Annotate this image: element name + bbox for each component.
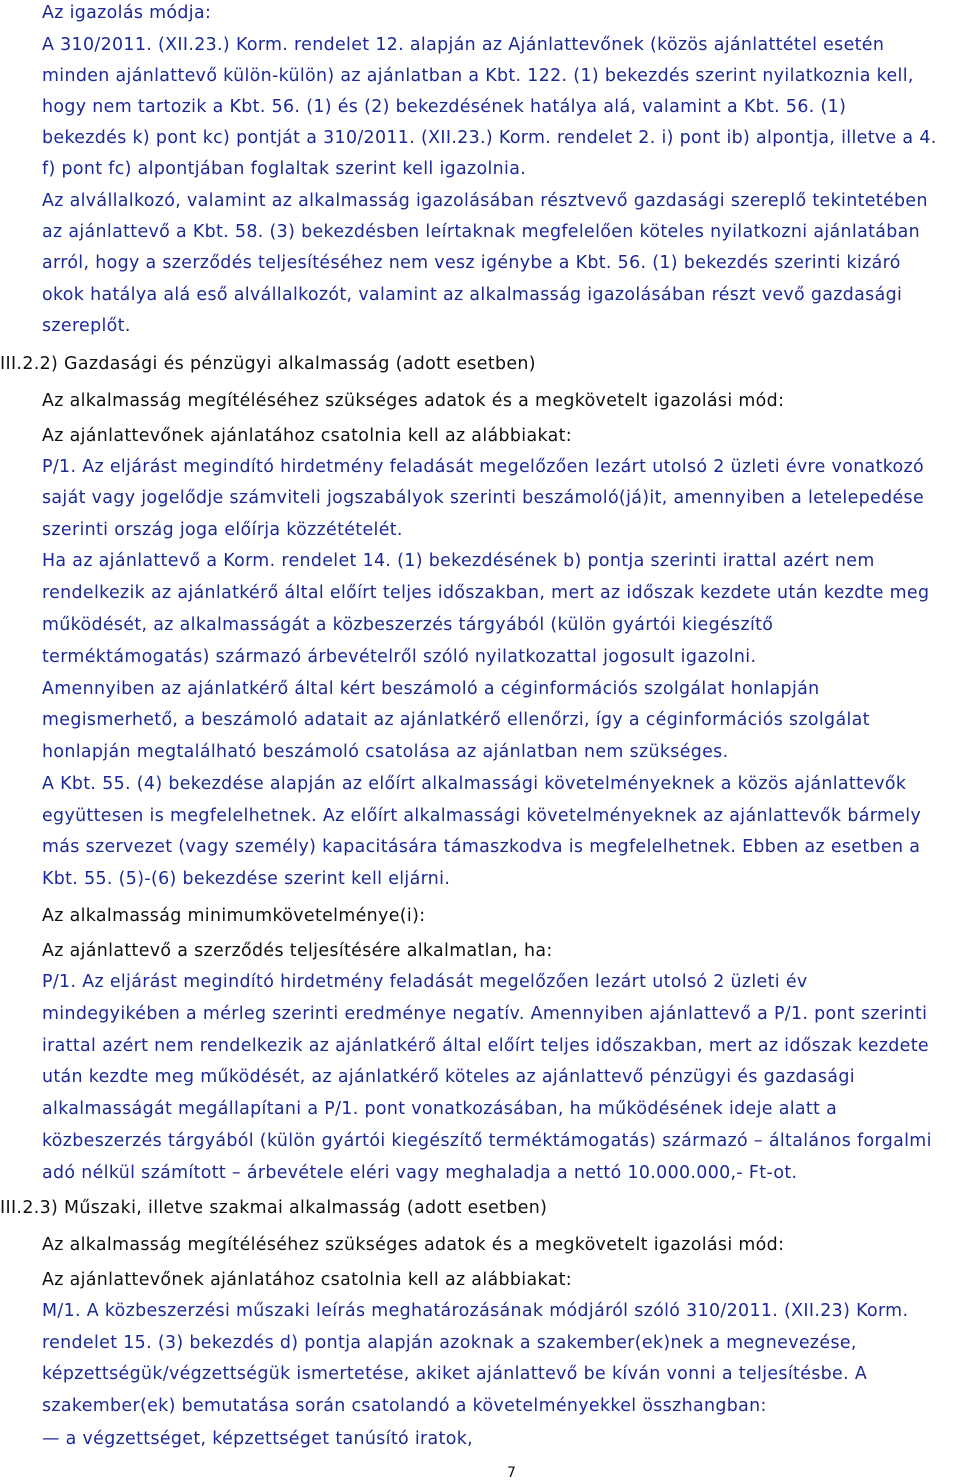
- paragraph-line: szakember(ek) bemutatása során csatolandó a követelményekkel összhangban:: [42, 1396, 767, 1416]
- section-subheading: Az ajánlattevőnek ajánlatához csatolnia kell az alábbiakat:: [42, 426, 572, 446]
- section-subheading: Az alkalmasság megítéléséhez szükséges adatok és a megkövetelt igazolási mód:: [42, 1235, 785, 1255]
- paragraph-line: szereplőt.: [42, 316, 131, 336]
- paragraph-line: minden ajánlattevő külön-külön) az ajánlatban a Kbt. 122. (1) bekezdés szerint nyilatkoznia kell,: [42, 66, 914, 86]
- paragraph-line: A Kbt. 55. (4) bekezdése alapján az előírt alkalmassági követelményeknek a közös ajánlattevők: [42, 774, 907, 794]
- verification-method-label: Az igazolás módja:: [42, 3, 212, 23]
- paragraph-line: közbeszerzés tárgyából (külön gyártói kiegészítő terméktámogatás) származó – általános forgalmi: [42, 1131, 932, 1151]
- paragraph-line: M/1. A közbeszerzési műszaki leírás meghatározásának módjáról szóló 310/2011. (XII.23) Korm.: [42, 1301, 909, 1321]
- paragraph-line: arról, hogy a szerződés teljesítéséhez nem vesz igénybe a Kbt. 56. (1) bekezdés szerinti kizáró: [42, 253, 901, 273]
- paragraph-line: mindegyikében a mérleg szerinti eredménye negatív. Amennyiben ajánlattevő a P/1. pont szerinti: [42, 1004, 928, 1024]
- section-heading-economic: III.2.2) Gazdasági és pénzügyi alkalmasság (adott esetben): [0, 354, 536, 374]
- paragraph-line: rendelet 15. (3) bekezdés d) pontja alapján azoknak a szakember(ek)nek a megnevezése,: [42, 1333, 857, 1353]
- paragraph-line: saját vagy jogelődje számviteli jogszabályok szerinti beszámoló(já)it, amennyiben a letelepedése: [42, 488, 924, 508]
- paragraph-line: képzettségük/végzettségük ismertetése, akiket ajánlattevő be kíván vonni a teljesítésbe. A: [42, 1364, 868, 1384]
- paragraph-line: terméktámogatás) származó árbevételről szóló nyilatkozattal jogosult igazolni.: [42, 647, 757, 667]
- min-requirements-label: Az alkalmasság minimumkövetelménye(i):: [42, 906, 426, 926]
- section-subheading: Az ajánlattevőnek ajánlatához csatolnia kell az alábbiakat:: [42, 1270, 572, 1290]
- paragraph-line: más szervezet (vagy személy) kapacitására támaszkodva is megfelelhetnek. Ebben az esetben a: [42, 837, 921, 857]
- list-item: — a végzettséget, képzettséget tanúsító iratok,: [42, 1429, 474, 1449]
- paragraph-line: okok hatálya alá eső alvállalkozót, valamint az alkalmasság igazolásában részt vevő gazdasági: [42, 285, 903, 305]
- paragraph-line: hogy nem tartozik a Kbt. 56. (1) és (2) bekezdésének hatálya alá, valamint a Kbt. 56. (1): [42, 97, 847, 117]
- page-number: 7: [507, 1465, 517, 1481]
- paragraph-line: Amennyiben az ajánlatkérő által kért beszámoló a céginformációs szolgálat honlapján: [42, 679, 820, 699]
- section-heading-technical: III.2.3) Műszaki, illetve szakmai alkalmasság (adott esetben): [0, 1198, 548, 1218]
- paragraph-line: működését, az alkalmasságát a közbeszerzés tárgyából (külön gyártói kiegészítő: [42, 615, 774, 635]
- paragraph-line: után kezdte meg működését, az ajánlatkérő köteles az ajánlattevő pénzügyi és gazdasági: [42, 1067, 855, 1087]
- unsuitable-label: Az ajánlattevő a szerződés teljesítésére alkalmatlan, ha:: [42, 941, 553, 961]
- paragraph-line: honlapján megtalálható beszámoló csatolása az ajánlatban nem szükséges.: [42, 742, 729, 762]
- paragraph-line: A 310/2011. (XII.23.) Korm. rendelet 12. alapján az Ajánlattevőnek (közös ajánlattétel esetén: [42, 35, 885, 55]
- paragraph-line: Az alvállalkozó, valamint az alkalmasság igazolásában résztvevő gazdasági szereplő tekintetében: [42, 191, 928, 211]
- paragraph-line: f) pont fc) alpontjában foglaltak szerint kell igazolnia.: [42, 159, 527, 179]
- section-subheading: Az alkalmasság megítéléséhez szükséges adatok és a megkövetelt igazolási mód:: [42, 391, 785, 411]
- paragraph-line: alkalmasságát megállapítani a P/1. pont vonatkozásában, ha működésének ideje alatt a: [42, 1099, 838, 1119]
- paragraph-line: Kbt. 55. (5)-(6) bekezdése szerint kell eljárni.: [42, 869, 451, 889]
- paragraph-line: P/1. Az eljárást megindító hirdetmény feladását megelőzően lezárt utolsó 2 üzleti év: [42, 972, 808, 992]
- paragraph-line: Ha az ajánlattevő a Korm. rendelet 14. (1) bekezdésének b) pontja szerinti irattal azért nem: [42, 551, 875, 571]
- paragraph-line: adó nélkül számított – árbevétele eléri vagy meghaladja a nettó 10.000.000,- Ft-ot.: [42, 1163, 798, 1183]
- paragraph-line: megismerhető, a beszámoló adatait az ajánlatkérő ellenőrzi, így a céginformációs szolgálat: [42, 710, 870, 730]
- paragraph-line: az ajánlattevő a Kbt. 58. (3) bekezdésben leírtaknak megfelelően köteles nyilatkozni ajánlatában: [42, 222, 921, 242]
- paragraph-line: P/1. Az eljárást megindító hirdetmény feladását megelőzően lezárt utolsó 2 üzleti évre vonatkozó: [42, 457, 924, 477]
- paragraph-line: irattal azért nem rendelkezik az ajánlatkérő által előírt teljes időszakban, mert az időszak kezdete: [42, 1036, 929, 1056]
- paragraph-line: rendelkezik az ajánlatkérő által előírt teljes időszakban, mert az időszak kezdete után kezdte meg: [42, 583, 930, 603]
- paragraph-line: szerinti ország joga előírja közzétételét.: [42, 520, 403, 540]
- paragraph-line: együttesen is megfelelhetnek. Az előírt alkalmassági követelményeknek az ajánlattevők bármely: [42, 806, 922, 826]
- paragraph-line: bekezdés k) pont kc) pontját a 310/2011. (XII.23.) Korm. rendelet 2. i) pont ib) alpontja, illetve a 4.: [42, 128, 937, 148]
